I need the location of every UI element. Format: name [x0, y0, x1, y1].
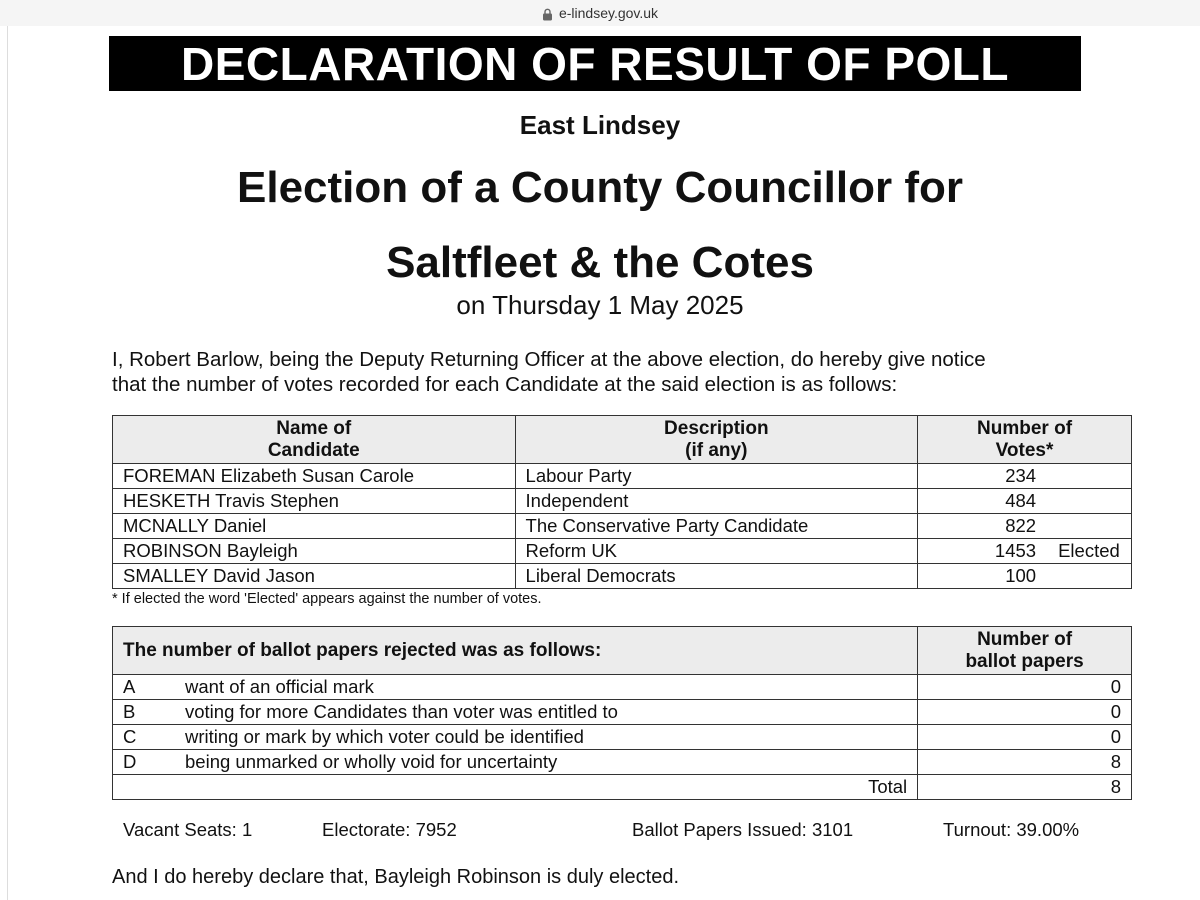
rejected-header-row	[113, 627, 1132, 675]
total-label: Total	[113, 775, 918, 800]
vacant-seats: Vacant Seats: 1	[123, 819, 253, 840]
declaration-banner: DECLARATION OF RESULT OF POLL	[109, 36, 1081, 91]
declaration-statement: And I do hereby declare that, Bayleigh Robinson is duly elected.	[112, 866, 680, 888]
electorate: Electorate: 7952	[322, 819, 457, 840]
turnout: Turnout: 39.00%	[943, 819, 1080, 840]
rejection-reason: B voting for more Candidates than voter was entitled to	[113, 700, 918, 725]
header-candidate: Name of Candidate	[113, 416, 516, 464]
rejection-reason: D being unmarked or wholly void for uncertainty	[113, 750, 918, 775]
candidate-votes: 234	[918, 464, 1132, 489]
notice-line: that the number of votes recorded for each Candidate at the said election is as follows:	[112, 373, 898, 396]
candidate-description: The Conservative Party Candidate	[515, 514, 918, 539]
browser-url-bar[interactable]	[0, 0, 1200, 26]
results-table	[112, 415, 1132, 589]
header-description: Description (if any)	[515, 416, 918, 464]
table-row	[113, 489, 1132, 514]
rejected-header: The number of ballot papers rejected was as follows:	[113, 627, 918, 675]
candidate-name: HESKETH Travis Stephen	[113, 489, 516, 514]
rejection-count: 0	[918, 725, 1132, 750]
rejection-count: 8	[918, 750, 1132, 775]
candidate-name: SMALLEY David Jason	[113, 564, 516, 589]
table-row	[113, 750, 1132, 775]
candidate-description: Liberal Democrats	[515, 564, 918, 589]
notice-line: I, Robert Barlow, being the Deputy Returning Officer at the above election, do hereby give notice	[112, 348, 986, 371]
district-name: East Lindsey	[519, 110, 681, 140]
table-row	[113, 700, 1132, 725]
candidate-name: MCNALLY Daniel	[113, 514, 516, 539]
candidate-votes: 484	[918, 489, 1132, 514]
lock-icon	[542, 8, 553, 21]
notice-paragraph	[112, 347, 1112, 397]
total-count: 8	[918, 775, 1132, 800]
table-row	[113, 539, 1132, 564]
ballot-count-header: Number of ballot papers	[918, 627, 1132, 675]
candidate-description: Reform UK	[515, 539, 918, 564]
url-text: e-lindsey.gov.uk	[558, 5, 659, 21]
ward-title: Saltfleet & the Cotes	[386, 238, 814, 287]
ballot-papers-issued: Ballot Papers Issued: 3101	[632, 819, 854, 840]
candidate-description: Labour Party	[515, 464, 918, 489]
table-row	[113, 675, 1132, 700]
rejection-count: 0	[918, 675, 1132, 700]
table-row	[113, 564, 1132, 589]
candidate-votes: 822	[918, 514, 1132, 539]
total-row	[113, 775, 1132, 800]
rejection-reason: A want of an official mark	[113, 675, 918, 700]
table-row	[113, 514, 1132, 539]
rejection-reason: C writing or mark by which voter could be identified	[113, 725, 918, 750]
table-row	[113, 725, 1132, 750]
candidate-description: Independent	[515, 489, 918, 514]
results-header-row	[113, 416, 1132, 464]
election-date: on Thursday 1 May 2025	[456, 290, 744, 320]
elected-footnote: * If elected the word 'Elected' appears against the number of votes.	[112, 591, 542, 607]
header-votes: Number of Votes*	[918, 416, 1132, 464]
table-row	[113, 464, 1132, 489]
elected-marker: Elected	[1058, 540, 1120, 561]
candidate-votes: 1453 Elected	[918, 539, 1132, 564]
rejected-ballots-table	[112, 626, 1132, 800]
candidate-name: FOREMAN Elizabeth Susan Carole	[113, 464, 516, 489]
candidate-name: ROBINSON Bayleigh	[113, 539, 516, 564]
candidate-votes: 100	[918, 564, 1132, 589]
election-title: Election of a County Councillor for	[237, 163, 963, 212]
page-edge	[7, 26, 8, 900]
rejection-count: 0	[918, 700, 1132, 725]
